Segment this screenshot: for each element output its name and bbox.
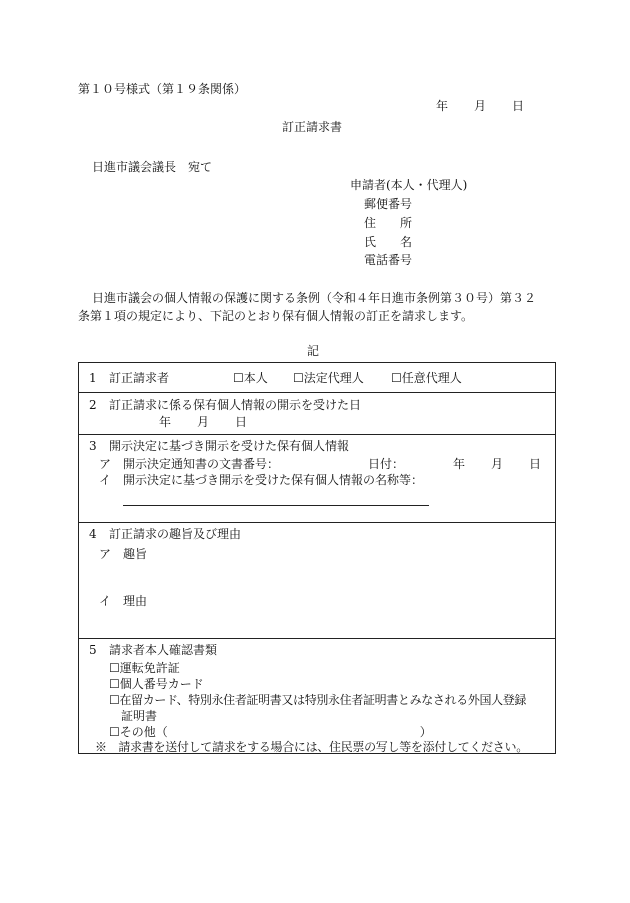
date-month: 月 xyxy=(474,99,487,113)
request-form-table xyxy=(78,362,556,754)
section3-label: 開示決定に基づき開示を受けた保有個人情報 xyxy=(109,439,350,453)
attachment-note: ※ 請求書を送付して請求をする場合には、住民票の写し等を添付してください。 xyxy=(95,740,528,754)
body-text-line2: 条第１項の規定により、下記のとおり保有個人情報の訂正を請求します。 xyxy=(78,309,474,323)
section2-month: 月 xyxy=(197,415,210,429)
applicant-label: 申請者(本人・代理人) xyxy=(350,178,468,192)
section4-item-a-marker: ア xyxy=(99,547,112,561)
section-disclosed-info xyxy=(79,435,555,523)
checkbox-self[interactable]: ☐本人 xyxy=(233,371,268,385)
section3-month: 月 xyxy=(491,457,504,471)
section3-item-a-marker: ア xyxy=(99,457,112,471)
ki-heading: 記 xyxy=(307,344,320,358)
section3-date-label: 日付： xyxy=(368,457,405,471)
postal-code-label: 郵便番号 xyxy=(364,197,413,211)
section3-item-a-text: 開示決定通知書の文書番号： xyxy=(123,457,280,471)
section-requester xyxy=(79,363,555,393)
section1-label: 訂正請求者 xyxy=(109,371,170,385)
body-text-line1: 日進市議会の個人情報の保護に関する条例（令和４年日進市条例第３０号）第３２ xyxy=(92,291,537,305)
section5-number: 5 xyxy=(89,643,97,657)
section3-item-i-marker: イ xyxy=(99,473,112,487)
section-disclosure-date xyxy=(79,393,555,435)
section2-label: 訂正請求に係る保有個人情報の開示を受けた日 xyxy=(109,398,362,412)
section2-year: 年 xyxy=(159,415,172,429)
section3-day: 日 xyxy=(529,457,542,471)
date-day: 日 xyxy=(512,99,525,113)
address-label: 住 所 xyxy=(364,216,413,230)
document-title: 訂正請求書 xyxy=(282,120,343,134)
date-year: 年 xyxy=(436,99,449,113)
checkbox-my-number-card[interactable]: ☐個人番号カード xyxy=(109,677,204,691)
phone-label: 電話番号 xyxy=(364,253,413,267)
checkbox-voluntary-agent[interactable]: ☐任意代理人 xyxy=(391,371,462,385)
section5-label: 請求者本人確認書類 xyxy=(109,643,218,657)
form-number: 第１０号様式（第１９条関係） xyxy=(78,82,247,96)
section-purpose-reason xyxy=(79,523,555,639)
checkbox-legal-agent[interactable]: ☐法定代理人 xyxy=(293,371,364,385)
residence-card-continuation: 証明書 xyxy=(121,709,158,723)
section4-label: 訂正請求の趣旨及び理由 xyxy=(109,527,242,541)
addressee: 日進市議会議長 宛て xyxy=(92,160,213,174)
section3-number: 3 xyxy=(89,439,97,453)
section-id-documents xyxy=(79,639,555,753)
section3-name-line[interactable] xyxy=(123,505,429,506)
section1-number: 1 xyxy=(89,371,97,385)
section3-year: 年 xyxy=(453,457,466,471)
checkbox-other[interactable]: ☐その他（ ） xyxy=(109,725,432,739)
name-label: 氏 名 xyxy=(364,235,413,249)
section4-number: 4 xyxy=(89,527,97,541)
checkbox-residence-card[interactable]: ☐在留カード、特別永住者証明書又は特別永住者証明書とみなされる外国人登録 xyxy=(109,693,527,707)
checkbox-drivers-license[interactable]: ☐運転免許証 xyxy=(109,661,180,675)
section4-item-a-text[interactable]: 趣旨 xyxy=(123,547,148,561)
section2-day: 日 xyxy=(235,415,248,429)
section2-number: 2 xyxy=(89,398,97,412)
section4-item-i-text[interactable]: 理由 xyxy=(123,594,148,608)
section4-item-i-marker: イ xyxy=(99,594,112,608)
section3-item-i-text: 開示決定に基づき開示を受けた保有個人情報の名称等： xyxy=(123,473,424,487)
